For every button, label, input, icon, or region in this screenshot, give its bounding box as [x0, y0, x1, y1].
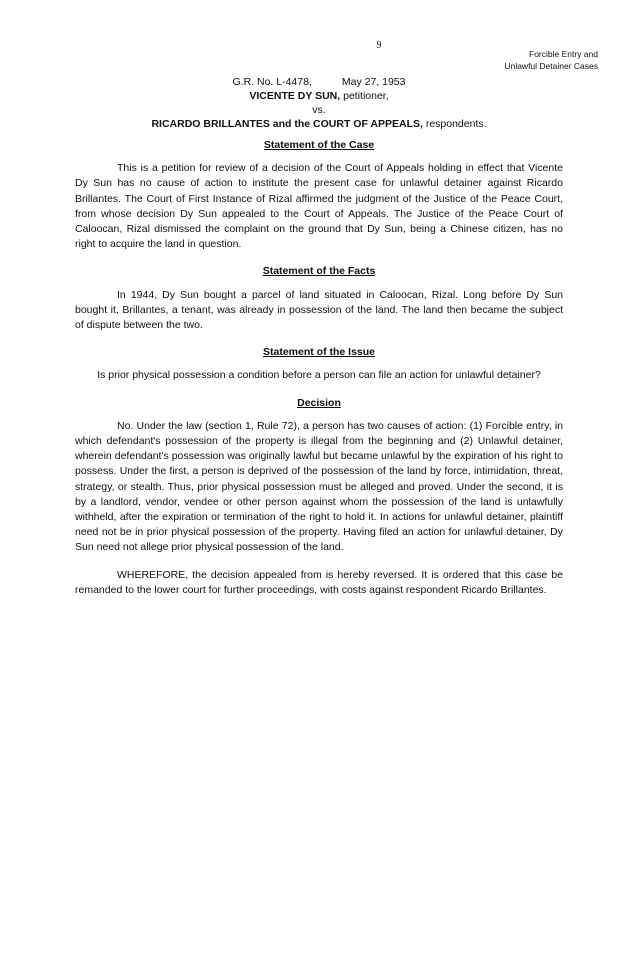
- paragraph-dispositive: WHEREFORE, the decision appealed from is hereby reversed. It is ordered that this case be remanded to the lower court for further proceedings, with costs against respondent Ricardo Brillantes.: [75, 568, 563, 596]
- gr-number: G.R. No. L-4478,: [232, 76, 312, 88]
- page-number: 9: [376, 40, 382, 51]
- case-number-row: [75, 75, 563, 89]
- heading-statement-of-facts: Statement of the Facts: [262, 265, 376, 278]
- heading-decision: Decision: [297, 396, 341, 409]
- petitioner-name: VICENTE DY SUN,: [249, 90, 341, 102]
- paragraph-decision: No. Under the law (section 1, Rule 72), a person has two causes of action: (1) Forcible entry, in which defendant's possession of the property is illegal from the beginning and (2) Unlawful detainer, wherein defendant's possession was originally lawful but became unlawful by the expiration of his right to possess. Under the first, a person is deprived of the possession of the land by force, intimidation, threat, strategy, or stealth. Thus, prior physical possession must be alleged and proved. Under the second, it is by a landlord, vendor, vendee or other person against whom the possession of the land is unlawfully withheld, after the expiration or termination of the right to hold it. In actions for unlawful detainer, plaintiff need not be in prior physical possession of the property. Having filed an action for unlawful detainer, Dy Sun need not allege prior physical possession of the land.: [75, 419, 563, 554]
- respondents-role: respondents.: [422, 118, 487, 130]
- case-caption: [75, 75, 563, 131]
- respondents-row: [75, 117, 563, 131]
- heading-statement-of-issue: Statement of the Issue: [262, 346, 376, 359]
- respondents-name: RICARDO BRILLANTES and the COURT OF APPEALS,: [151, 118, 423, 130]
- paragraph-statement-of-issue: Is prior physical possession a condition before a person can file an action for unlawful detainer?: [97, 369, 541, 382]
- paragraph-statement-of-case: This is a petition for review of a decision of the Court of Appeals holding in effect that Vicente Dy Sun has no cause of action to institute the present case for unlawful detainer against Ricardo Brillantes. The Court of First Instance of Rizal affirmed the judgment of the Justice of the Peace Court, from whose decision Dy Sun appealed to the Court of Appeals. The Justice of the Peace Court of Caloocan, Rizal dismissed the complaint on the ground that Dy Sun, being a Chinese citizen, has no right to acquire the land in question.: [75, 162, 563, 251]
- petitioner-role: petitioner,: [340, 90, 389, 102]
- document-body: [75, 138, 563, 610]
- running-title: [504, 48, 598, 72]
- decision-date: May 27, 1953: [341, 76, 406, 88]
- running-title-line2: Unlawful Detainer Cases: [504, 61, 598, 71]
- versus: vs.: [312, 104, 326, 116]
- paragraph-statement-of-facts: In 1944, Dy Sun bought a parcel of land situated in Caloocan, Rizal. Long before Dy Sun bought it, Brillantes, a tenant, was already in possession of the land. The land then became the subject of dispute between the two.: [75, 288, 563, 332]
- running-title-line1: Forcible Entry and: [529, 49, 598, 59]
- petitioner-row: [75, 89, 563, 103]
- heading-statement-of-case: Statement of the Case: [263, 139, 375, 151]
